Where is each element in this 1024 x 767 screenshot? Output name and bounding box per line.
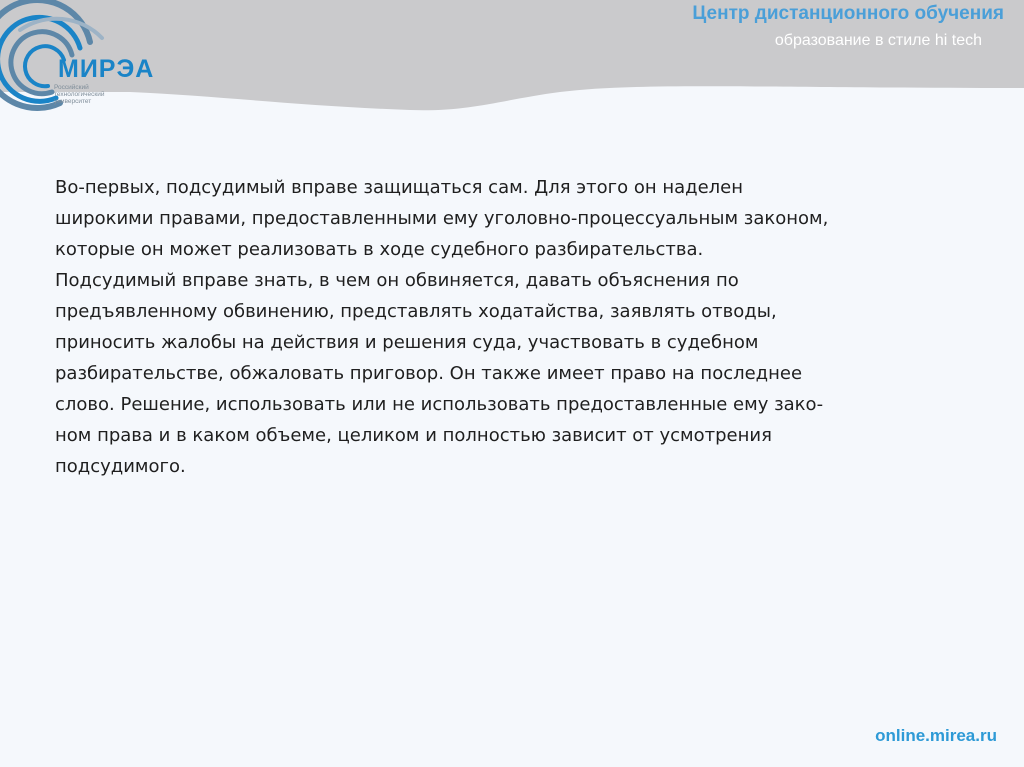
text-line: приносить жалобы на действия и решения суда, участвовать в судебном xyxy=(55,332,759,353)
logo-name: МИРЭА xyxy=(58,55,155,83)
text-line: широкими правами, предоставленными ему уголовно-процессуальным законом, xyxy=(55,208,829,229)
mirea-logo[interactable] xyxy=(0,0,180,120)
text-line: Подсудимый вправе знать, в чем он обвиняется, давать объяснения по xyxy=(55,270,739,291)
header-title: Центр дистанционного обучения xyxy=(692,3,1004,24)
logo-subtitle-line: университет xyxy=(54,98,92,105)
text-line: подсудимого. xyxy=(55,456,186,477)
text-line: предъявленному обвинению, представлять ходатайства, заявлять отводы, xyxy=(55,301,777,322)
body-paragraph xyxy=(55,172,935,482)
footer-site-link[interactable]: online.mirea.ru xyxy=(875,726,997,745)
logo-subtitle xyxy=(54,84,144,105)
text-line: ном права и в каком объеме, целиком и полностью зависит от усмотрения xyxy=(55,425,772,446)
logo-subtitle-line: технологический xyxy=(54,91,105,98)
text-line: которые он может реализовать в ходе судебного разбирательства. xyxy=(55,239,704,260)
header-subtitle: образование в стиле hi tech xyxy=(774,32,982,49)
text-line: Во-первых, подсудимый вправе защищаться сам. Для этого он наделен xyxy=(55,177,743,198)
logo-subtitle-line: Российский xyxy=(54,84,89,91)
text-line: слово. Решение, использовать или не использовать предоставленные ему зако- xyxy=(55,394,824,415)
text-line: разбирательстве, обжаловать приговор. Он также имеет право на последнее xyxy=(55,363,803,384)
